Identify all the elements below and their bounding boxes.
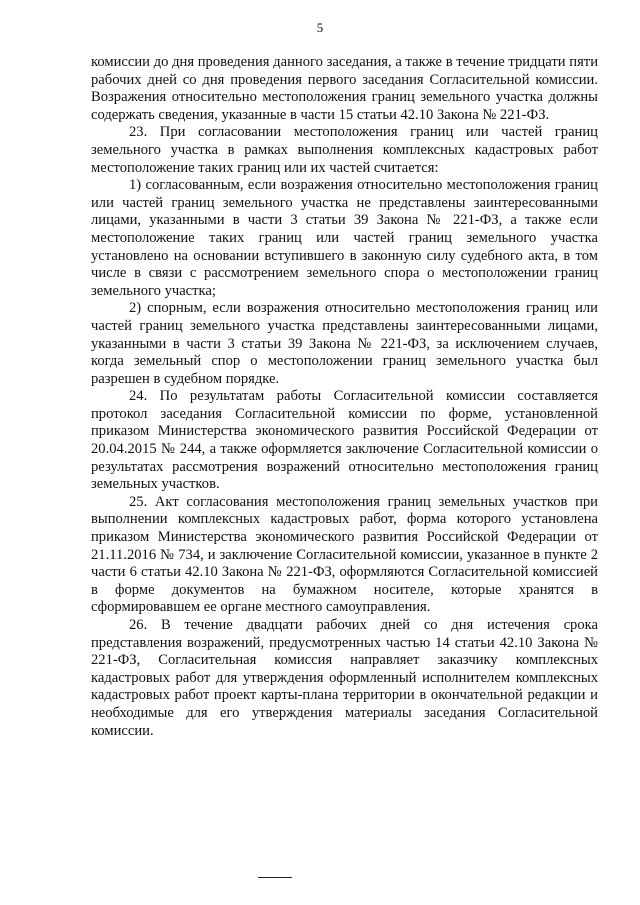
page-number: 5 bbox=[316, 20, 324, 35]
footer-divider bbox=[258, 877, 292, 878]
paragraph-item-25: 25. Акт согласования местоположения границ земельных участков при выполнении комплексных кадастровых работ, форма которого установлена приказом Министерства экономического развития Российской Федерации от 21.11.2016 № 734, и заключение Согласительной комиссии, указанное в пункте 2 части 6 статьи 42.10 Закона № 221-ФЗ, оформляются Согласительной комиссией в форме документов на бумажном носителе, которые хранятся в сформировавшем ее органе местного самоуправления. bbox=[91, 493, 598, 616]
document-body bbox=[91, 54, 598, 740]
paragraph-item-26: 26. В течение двадцати рабочих дней со дня истечения срока представления возражений, предусмотренных частью 14 статьи 42.10 Закона № 221-ФЗ, Согласительная комиссия направляет заказчику комплексных кадастровых работ для утверждения оформленный исполнителем комплексных кадастровых работ проект карты-плана территории в окончательной редакции и необходимые для его утверждения материалы заседания Согласительной комиссии. bbox=[91, 617, 598, 739]
paragraph-subitem-2: 2) спорным, если возражения относительно местоположения границ или частей границ земельного участка представлены заинтересованными лицами, указанными в части 3 статьи 39 Закона № 221-ФЗ, за исключением случаев, когда земельный спор о местоположении границ земельного участка был разрешен в судебном порядке. bbox=[91, 300, 598, 387]
paragraph-item-24: 24. По результатам работы Согласительной комиссии составляется протокол заседания Согласительной комиссии по форме, установленной приказом Министерства экономического развития Российской Федерации от 20.04.2015 № 244, а также оформляется заключение Согласительной комиссии о результатах рассмотрения возражений относительно местоположения границ земельных участков. bbox=[91, 388, 598, 493]
paragraph-item-23: 23. При согласовании местоположения границ или частей границ земельного участка в рамках выполнения комплексных кадастровых работ местоположение таких границ или их частей считается: bbox=[91, 124, 598, 176]
paragraph-continuation: комиссии до дня проведения данного заседания, а также в течение тридцати пяти рабочих дней со дня проведения первого заседания Согласительной комиссии. Возражения относительно местоположения границ земельного участка должны содержать сведения, указанные в части 15 статьи 42.10 Закона № 221-ФЗ. bbox=[91, 54, 598, 123]
paragraph-subitem-1: 1) согласованным, если возражения относительно местоположения границ или частей границ земельного участка не представлены заинтересованными лицами, указанными в части 3 статьи 39 Закона № 221-ФЗ, а также если местоположение таких границ или частей границ земельного участка установлено на основании вступившего в законную силу судебного акта, в том числе в связи с рассмотрением земельного спора о местоположении границ земельного участка; bbox=[91, 177, 598, 299]
